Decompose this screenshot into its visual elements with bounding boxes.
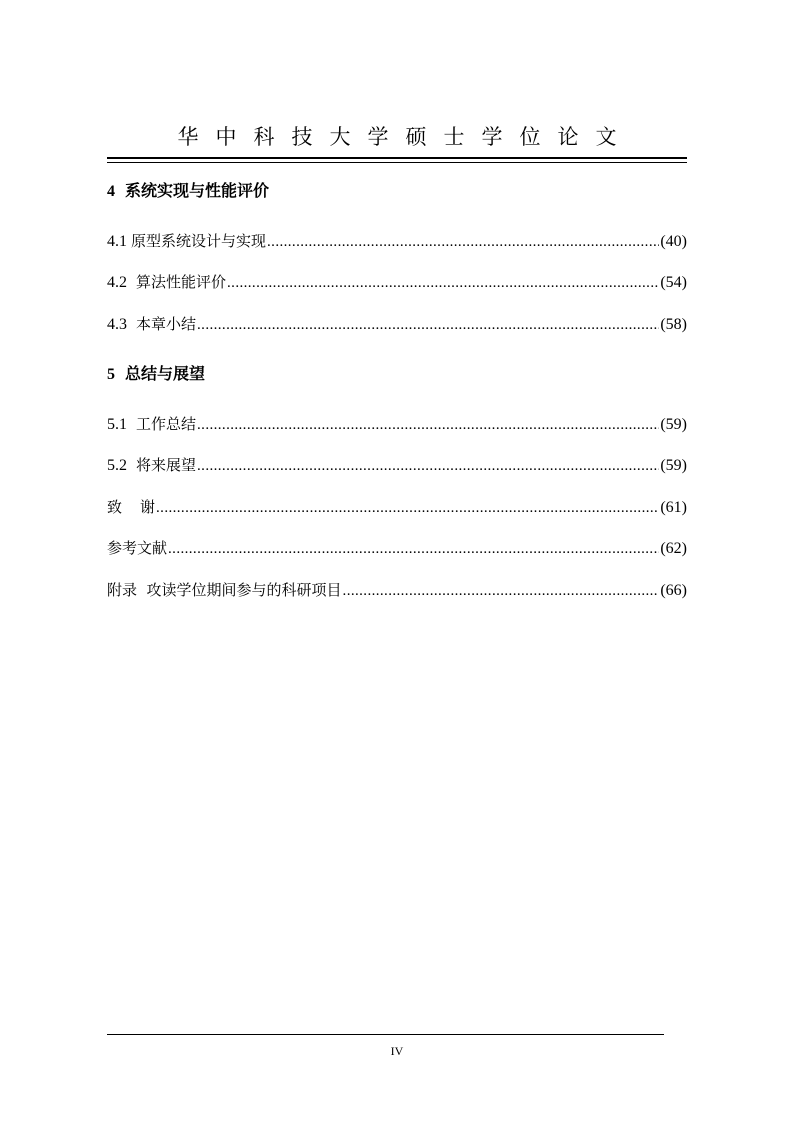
toc-entry-4-2[interactable]	[107, 271, 687, 294]
page-number: (62)	[660, 540, 687, 557]
header-rule-thick	[107, 157, 687, 159]
toc-entry-acknowledgements[interactable]	[107, 496, 687, 519]
toc-entry-appendix[interactable]	[107, 579, 687, 602]
section-number: 5.1	[107, 416, 127, 433]
dot-leader	[197, 314, 659, 336]
dot-leader	[197, 414, 659, 436]
section-title: 本章小结	[136, 315, 197, 333]
footer-rule	[107, 1034, 664, 1035]
section-number: 4.2	[107, 274, 127, 291]
section-title: 原型系统设计与实现	[131, 232, 267, 250]
dot-leader	[168, 538, 659, 560]
chapter-heading-5[interactable]	[107, 363, 687, 386]
back-matter-title: 附录 攻读学位期间参与的科研项目	[107, 581, 342, 599]
page-number: (58)	[660, 316, 687, 333]
dot-leader	[156, 497, 659, 519]
chapter-number: 5	[107, 366, 115, 383]
page-number: (54)	[660, 274, 687, 291]
section-number: 4.1	[107, 233, 127, 250]
page-number: (40)	[660, 233, 687, 250]
toc-entry-4-3[interactable]	[107, 313, 687, 336]
chapter-number: 4	[107, 183, 115, 200]
section-number: 5.2	[107, 457, 127, 474]
toc-entry-5-2[interactable]	[107, 454, 687, 477]
section-title: 算法性能评价	[136, 273, 227, 291]
back-matter-title: 参考文献	[107, 539, 168, 557]
chapter-title: 总结与展望	[125, 364, 206, 383]
page-number: (61)	[660, 499, 687, 516]
dot-leader	[227, 272, 659, 294]
section-title: 将来展望	[136, 456, 197, 474]
toc-entry-references[interactable]	[107, 537, 687, 560]
back-matter-title: 致谢	[107, 498, 174, 516]
dot-leader	[197, 455, 659, 477]
toc-entry-5-1[interactable]	[107, 413, 687, 436]
dot-leader	[267, 231, 659, 253]
toc-entry-4-1[interactable]	[107, 230, 687, 253]
chapter-title: 系统实现与性能评价	[125, 181, 270, 200]
page-number: (66)	[660, 582, 687, 599]
dot-leader	[343, 580, 660, 602]
section-title: 工作总结	[136, 415, 197, 433]
header-rule-thin	[107, 162, 687, 163]
footer-page-number: IV	[390, 1044, 404, 1058]
page-number: (59)	[660, 457, 687, 474]
section-number: 4.3	[107, 316, 127, 333]
page-number: (59)	[660, 416, 687, 433]
thesis-header-title: 华中科技大学硕士学位论文	[177, 125, 634, 149]
chapter-heading-4[interactable]	[107, 180, 687, 203]
